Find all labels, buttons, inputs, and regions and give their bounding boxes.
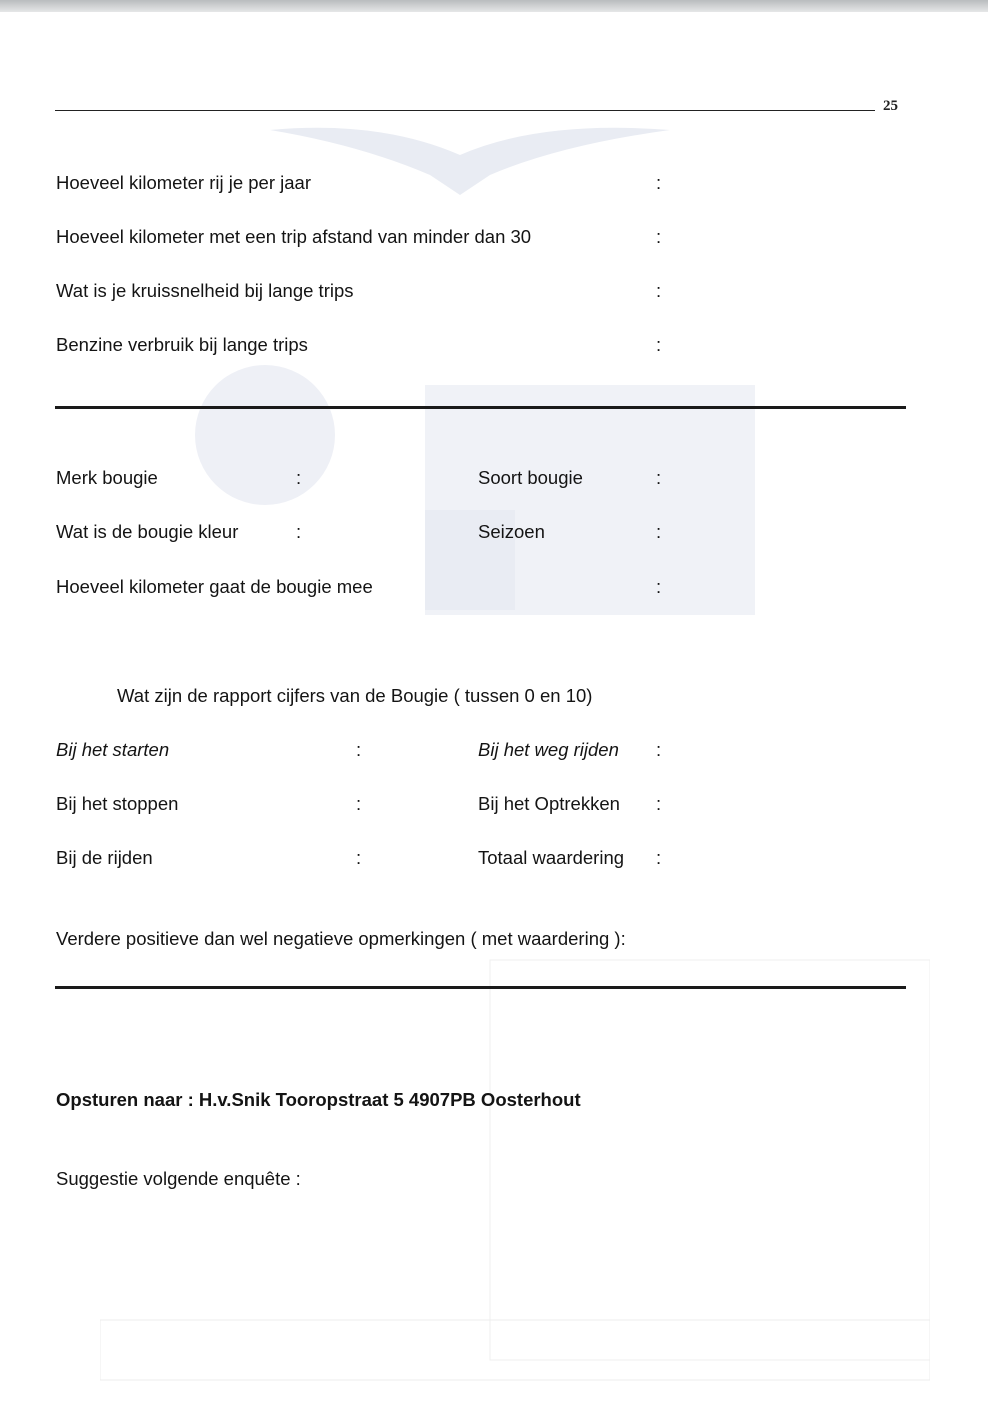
q-cruise-speed: Wat is je kruissnelheid bij lange trips (56, 280, 354, 301)
colon: : (656, 334, 662, 355)
colon: : (296, 521, 302, 542)
suggestion-label: Suggestie volgende enquête : (56, 1168, 301, 1189)
bleed-through-title (886, 238, 900, 296)
page-number: 25 (883, 98, 898, 114)
colon: : (356, 847, 362, 868)
colon: : (656, 172, 662, 193)
q-spark-plug-color: Wat is de bougie kleur (56, 521, 239, 542)
rating-riding: Bij de rijden (56, 847, 153, 868)
bleed-through-figure (170, 360, 770, 640)
q-fuel-consumption: Benzine verbruik bij lange trips (56, 334, 308, 355)
rating-starting: Bij het starten (56, 739, 170, 760)
bleed-through-eagle-logo (260, 115, 680, 200)
q-type-spark-plug: Soort bougie (478, 467, 583, 488)
remarks-label: Verdere positieve dan wel negatieve opmerkingen ( met waardering ): (56, 928, 626, 949)
rating-pulling-away: Bij het weg rijden (478, 739, 619, 760)
colon: : (296, 467, 302, 488)
colon: : (656, 467, 662, 488)
q-season: Seizoen (478, 521, 545, 542)
q-km-per-year: Hoeveel kilometer rij je per jaar (56, 172, 311, 193)
colon: : (656, 793, 662, 814)
colon: : (656, 521, 662, 542)
colon: : (656, 576, 662, 597)
q-spark-plug-lifetime: Hoeveel kilometer gaat de bougie mee (56, 576, 373, 597)
q-brand-spark-plug: Merk bougie (56, 467, 158, 488)
colon: : (656, 847, 662, 868)
send-to-address: Opsturen naar : H.v.Snik Tooropstraat 5 4907PB Oosterhout (56, 1089, 581, 1110)
colon: : (656, 226, 662, 247)
colon: : (656, 280, 662, 301)
scan-top-band (0, 0, 988, 12)
bleed-through-order-form (100, 930, 930, 1390)
rating-accelerating: Bij het Optrekken (478, 793, 620, 814)
colon: : (656, 739, 662, 760)
section-divider (55, 986, 906, 989)
section-divider (55, 406, 906, 409)
colon: : (356, 739, 362, 760)
rating-stopping: Bij het stoppen (56, 793, 179, 814)
rating-total: Totaal waardering (478, 847, 625, 868)
top-rule (55, 110, 875, 111)
rating-heading: Wat zijn de rapport cijfers van de Bougie ( tussen 0 en 10) (117, 685, 593, 706)
colon: : (356, 793, 362, 814)
q-km-short-trips: Hoeveel kilometer met een trip afstand van minder dan 30 (56, 226, 532, 247)
